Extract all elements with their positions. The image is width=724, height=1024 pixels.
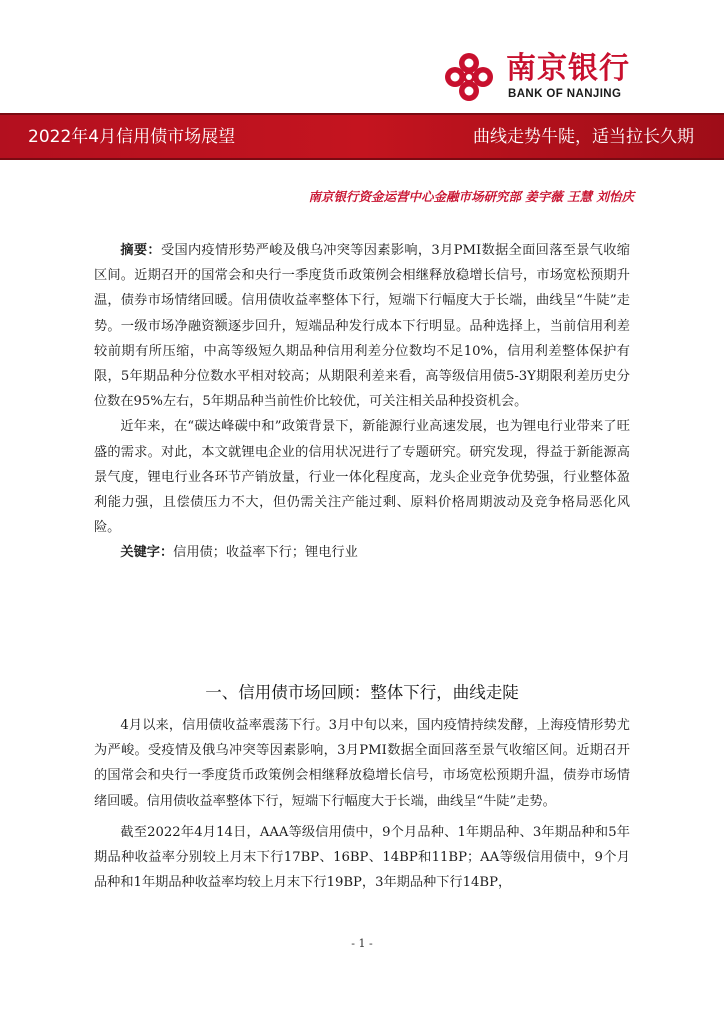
bank-name-cn: 南京银行 xyxy=(506,51,630,86)
summary-paragraph-1 xyxy=(94,238,630,414)
keywords-line xyxy=(94,540,630,565)
bank-logo xyxy=(442,50,632,106)
report-title: 2022年4月信用债市场展望 xyxy=(28,127,236,147)
section-heading: 一、信用债市场回顾：整体下行，曲线走陡 xyxy=(205,683,519,702)
bank-name-en: BANK OF NANJING xyxy=(508,88,622,100)
bank-logo-icon xyxy=(442,50,496,104)
page-number: - 1 - xyxy=(351,937,373,950)
keywords-text: 信用债；收益率下行；锂电行业 xyxy=(173,545,358,561)
summary-paragraph-2: 近年来，在“碳达峰碳中和”政策背景下，新能源行业高速发展，也为锂电行业带来了旺盛的需求。对此，本文就锂电企业的信用状况进行了专题研究。研究发现，得益于新能源高景气度，锂电行业各环节产销放量，行业一体化程度高，龙头企业竞争优势强，行业整体盈利能力强，且偿债压力不大，但仍需关注产能过剩、原料价格周期波动及竞争格局恶化风险。 xyxy=(94,419,630,536)
keywords-label: 关键字： xyxy=(120,545,174,561)
authors-line: 南京银行资金运营中心金融市场研究部 姜宇薇 王慧 刘怡庆 xyxy=(308,189,634,204)
summary-label: 摘要： xyxy=(120,243,161,258)
section-paragraph-1: 4月以来，信用债收益率震荡下行。3月中旬以来，国内疫情持续发酵，上海疫情形势尤为严峻。受疫情及俄乌冲突等因素影响，3月PMI数据全面回落至景气收缩区间。近期召开的国常会和央行一季度货币政策例会相继释放稳增长信号，市场宽松预期升温，债券市场情绪回暖。信用债收益率整体下行，短端下行幅度大于长端，曲线呈“牛陡”走势。 xyxy=(94,718,630,809)
report-subtitle: 曲线走势牛陡，适当拉长久期 xyxy=(473,127,694,147)
summary-text-1: 受国内疫情形势严峻及俄乌冲突等因素影响，3月PMI数据全面回落至景气收缩区间。近期召开的国常会和央行一季度货币政策例会相继释放稳增长信号，市场宽松预期升温，债券市场情绪回暖。信用债收益率整体下行，短端下行幅度大于长端，曲线呈“牛陡”走势。一级市场净融资额逐步回升，短端品种发行成本下行明显。品种选择上，当前信用利差较前期有所压缩，中高等级短久期品种信用利差分位数均不足10%，信用利差整体保护有限，5年期品种分位数水平相对较高；从期限利差来看，高等级信用债5-3Y期限利差历史分位数在95%左右，5年期品种当前性价比较优，可关注相关品种投资机会。 xyxy=(94,243,630,410)
title-banner xyxy=(0,113,724,160)
section-paragraph-2: 截至2022年4月14日，AAA等级信用债中，9个月品种、1年期品种、3年期品种和5年期品种收益率分别较上月末下行17BP、16BP、14BP和11BP；AA等级信用债中，9个月品种和1年期品种收益率均较上月末下行19BP，3年期品种下行14BP， xyxy=(94,824,630,891)
section-body xyxy=(94,713,630,895)
summary-block xyxy=(94,238,630,566)
